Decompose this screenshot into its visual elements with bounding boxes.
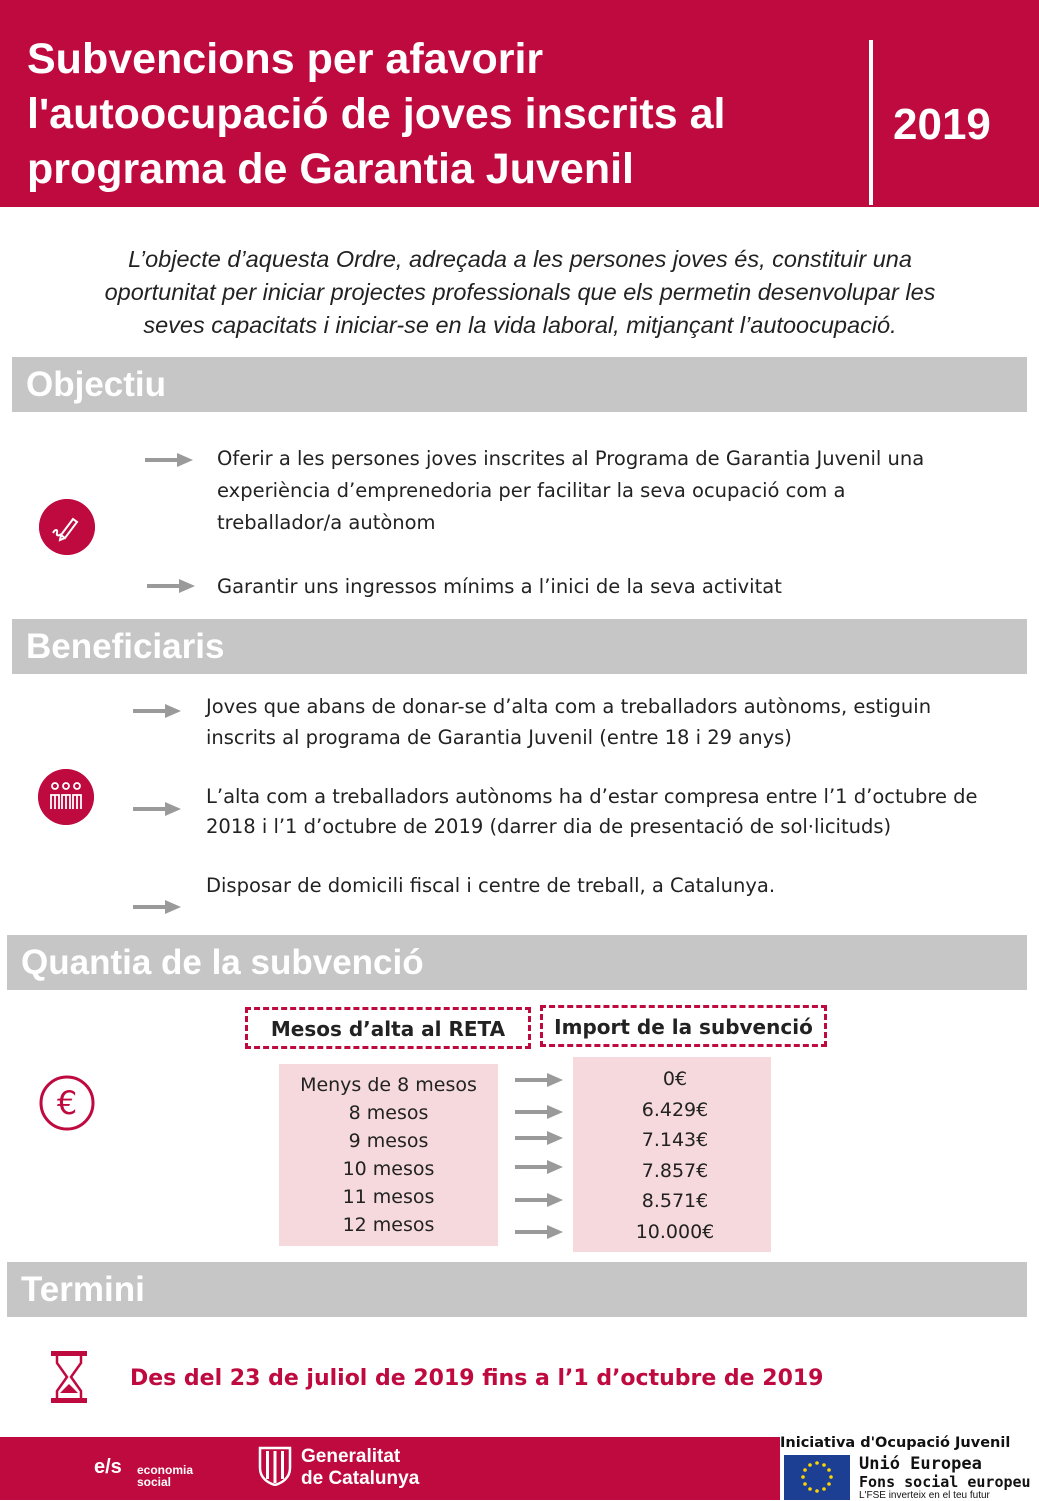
section-bar-objectiu xyxy=(12,357,1027,412)
section-bar-termini xyxy=(7,1262,1027,1317)
arrow-icon xyxy=(133,900,181,914)
item-line: L’alta com a treballadors autònoms ha d’estar compresa entre l’1 d’octubre de xyxy=(206,785,978,808)
people-icon xyxy=(38,769,94,825)
arrow-icon xyxy=(515,1105,563,1119)
es-line-1: economia xyxy=(137,1463,194,1477)
arrow-icon xyxy=(515,1193,563,1207)
arrow-icon xyxy=(133,802,181,816)
table-header-amount: Import de la subvenció xyxy=(540,1005,827,1047)
economia-social-logo xyxy=(94,1452,214,1492)
intro-line: L’objecte d’aquesta Ordre, adreçada a les persones joves és, constituir una xyxy=(128,246,912,272)
title-line-3: programa de Garantia Juvenil xyxy=(27,145,634,193)
item-line: Joves que abans de donar-se d’alta com a treballadors autònoms, estiguin xyxy=(206,695,932,718)
pen-icon xyxy=(39,499,95,555)
table-header-months: Mesos d’alta al RETA xyxy=(245,1007,531,1049)
months-cell: 10 mesos xyxy=(342,1158,435,1180)
months-cell: 12 mesos xyxy=(342,1214,435,1236)
months-cell: 8 mesos xyxy=(348,1102,429,1124)
euro-icon xyxy=(38,1074,96,1132)
title-line-2: l'autoocupació de joves inscrits al xyxy=(27,90,726,138)
arrow-icon xyxy=(515,1225,563,1239)
es-line-2: social xyxy=(137,1475,172,1489)
section-title-objectiu: Objectiu xyxy=(26,365,167,404)
item-line: Garantir uns ingressos mínims a l’inici de la seva activitat xyxy=(217,575,782,598)
eu-flag-icon xyxy=(784,1455,850,1500)
header-divider xyxy=(869,40,873,205)
months-cell: 11 mesos xyxy=(342,1186,435,1208)
eu-tagline-text: L'FSE inverteix en el teu futur xyxy=(859,1490,990,1501)
section-title-termini: Termini xyxy=(21,1270,145,1309)
generalitat-line-1: Generalitat xyxy=(301,1446,401,1467)
eu-fund-text: Fons social europeu xyxy=(859,1473,1031,1491)
generalitat-line-2: de Catalunya xyxy=(301,1468,420,1489)
amount-list xyxy=(573,1064,777,1247)
hourglass-icon xyxy=(47,1349,91,1405)
beneficiaris-item-1 xyxy=(206,691,1016,753)
title-line-1: Subvencions per afavorir xyxy=(27,35,544,83)
intro-text xyxy=(30,243,1010,342)
section-title-quantia: Quantia de la subvenció xyxy=(21,943,424,982)
eu-union-text: Unió Europea xyxy=(859,1454,982,1474)
arrow-icon xyxy=(147,579,195,593)
page-title xyxy=(27,32,827,197)
amount-cell: 8.571€ xyxy=(641,1190,709,1212)
arrow-icon xyxy=(515,1131,563,1145)
generalitat-emblem-icon xyxy=(258,1444,292,1486)
item-line: 2018 i l’1 d’octubre de 2019 (darrer dia de presentació de sol·licituds) xyxy=(206,815,892,838)
svg-text:€: € xyxy=(56,1084,78,1122)
item-line: Disposar de domicili fiscal i centre de treball, a Catalunya. xyxy=(206,874,776,897)
arrow-icon xyxy=(515,1073,563,1087)
arrow-icon xyxy=(515,1160,563,1174)
amount-cell: 7.857€ xyxy=(641,1159,709,1182)
item-line: treballador/a autònom xyxy=(217,511,436,534)
section-title-beneficiaris: Beneficiaris xyxy=(26,627,225,666)
intro-line: seves capacitats i iniciar-se en la vida laboral, mitjançant l’autoocupació. xyxy=(143,312,897,338)
objectiu-item-1 xyxy=(217,443,1017,539)
months-list xyxy=(279,1071,498,1239)
eu-initiative-text: Iniciativa d'Ocupació Juvenil xyxy=(780,1435,1011,1451)
item-line: Oferir a les persones joves inscrites al Programa de Garantia Juvenil una xyxy=(217,447,925,470)
arrow-icon xyxy=(145,453,193,467)
intro-line: oportunitat per iniciar projectes professionals que els permetin desenvolupar les xyxy=(104,279,936,305)
header-year: 2019 xyxy=(893,100,991,149)
item-line: inscrits al programa de Garantia Juvenil (entre 18 i 29 anys) xyxy=(206,726,792,749)
amount-cell: 7.143€ xyxy=(641,1129,709,1151)
section-bar-beneficiaris xyxy=(12,619,1027,674)
amount-cell: 0€ xyxy=(662,1068,688,1090)
beneficiaris-item-2 xyxy=(206,782,1016,842)
arrow-icon xyxy=(133,704,181,718)
es-mark: e/s xyxy=(94,1456,122,1478)
months-cell: 9 mesos xyxy=(348,1130,429,1152)
section-bar-quantia xyxy=(7,935,1027,990)
amount-cell: 10.000€ xyxy=(635,1220,715,1243)
amount-cell: 6.429€ xyxy=(641,1098,709,1121)
beneficiaris-item-3 xyxy=(206,870,1016,902)
objectiu-item-2 xyxy=(217,571,1017,603)
termini-dates: Des del 23 de juliol de 2019 fins a l’1 d’octubre de 2019 xyxy=(130,1366,824,1391)
months-cell: Menys de 8 mesos xyxy=(300,1074,477,1096)
item-line: experiència d’emprenedoria per facilitar la seva ocupació com a xyxy=(217,479,846,502)
